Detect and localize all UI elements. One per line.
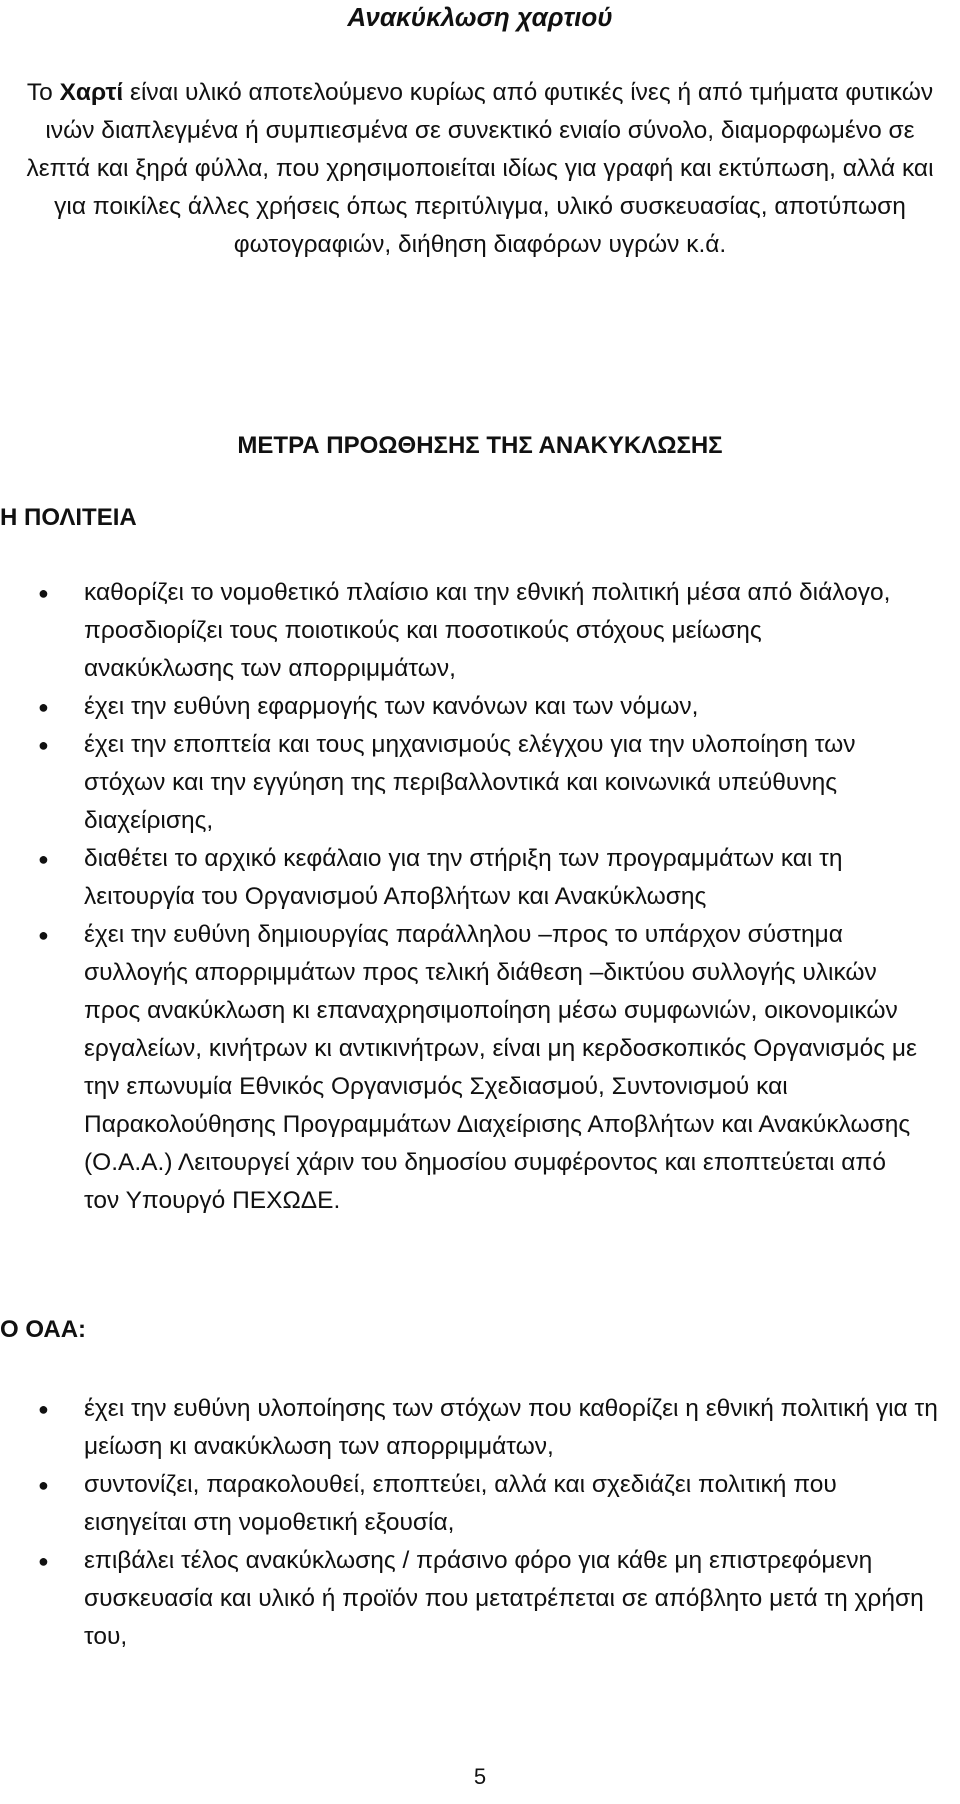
bullet-icon: ● (38, 849, 49, 869)
list-item (38, 1390, 938, 1466)
list-item (38, 1542, 938, 1656)
section-label-politeia: Η ΠΟΛΙΤΕΙΑ (0, 504, 137, 531)
list-item-text: διαθέτει το αρχικό κεφάλαιο για την στήριξη των προγραμμάτων και τη λειτουργία του Οργανισμού Αποβλήτων και Ανακύκλωσης (84, 845, 843, 910)
intro-paragraph (22, 74, 938, 264)
politeia-bullet-list (38, 574, 918, 1220)
bullet-icon: ● (38, 1475, 49, 1495)
document-title: Ανακύκλωση χαρτιού (347, 2, 613, 32)
intro-text: είναι υλικό αποτελούμενο κυρίως από φυτικές ίνες ή από τμήματα φυτικών ινών διαπλεγμένα ή συμπιεσμένα σε συνεκτικό ενιαίο σύνολο, διαμορφωμένο σε λεπτά και ξηρά φύλλα, που χρησιμοποιείται ιδίως για γραφή και εκτύπωση, αλλά και για ποικίλες άλλες χρήσεις όπως περιτύλιγμα, υλικό συσκευασίας, αποτύπωση φωτογραφιών, διήθηση διαφόρων υγρών κ.ά. (26, 79, 934, 258)
list-item (38, 840, 918, 916)
section-label-oaa: Ο ΟΑΑ: (0, 1316, 87, 1343)
list-item-text: έχει την εποπτεία και τους μηχανισμούς ελέγχου για την υλοποίηση των στόχων και την εγγύηση της περιβαλλοντικά και κοινωνικά υπεύθυνης διαχείρισης, (84, 731, 856, 834)
page-number: 5 (473, 1764, 487, 1789)
bullet-icon: ● (38, 697, 49, 717)
list-item (38, 916, 918, 1220)
intro-bold-word: Χαρτί (59, 79, 124, 106)
bullet-icon: ● (38, 925, 49, 945)
list-item (38, 574, 918, 688)
bullet-icon: ● (38, 735, 49, 755)
bullet-icon: ● (38, 1551, 49, 1571)
section-heading: ΜΕΤΡΑ ΠΡΟΩΘΗΣΗΣ ΤΗΣ ΑΝΑΚΥΚΛΩΣΗΣ (237, 432, 723, 459)
list-item (38, 1466, 938, 1542)
list-item-text: συντονίζει, παρακολουθεί, εποπτεύει, αλλά και σχεδιάζει πολιτική που εισηγείται στη νομοθετική εξουσία, (84, 1471, 837, 1536)
list-item (38, 688, 918, 726)
bullet-icon: ● (38, 1399, 49, 1419)
intro-prefix: Το (26, 79, 60, 106)
list-item-text: καθορίζει το νομοθετικό πλαίσιο και την εθνική πολιτική μέσα από διάλογο, προσδιορίζει τους ποιοτικούς και ποσοτικούς στόχους μείωσης ανακύκλωσης των απορριμμάτων, (84, 579, 891, 682)
list-item-text: έχει την ευθύνη εφαρμογής των κανόνων και των νόμων, (84, 693, 699, 720)
list-item-text: έχει την ευθύνη δημιουργίας παράλληλου –προς το υπάρχον σύστημα συλλογής απορριμμάτων προς τελική διάθεση –δικτύου συλλογής υλικών προς ανακύκλωση κι επαναχρησιμοποίηση μέσω συμφωνιών, οικονομικών εργαλείων, κινήτρων κι αντικινήτρων, είναι μη κερδοσκοπικός Οργανισμός με την επωνυμία Εθνικός Οργανισμός Σχεδιασμού, Συντονισμού και Παρακολούθησης Προγραμμάτων Διαχείρισης Αποβλήτων και Ανακύκλωσης (Ο.Α.Α.) Λειτουργεί χάριν του δημοσίου συμφέροντος και εποπτεύεται από τον Υπουργό ΠΕΧΩΔΕ. (84, 921, 917, 1214)
bullet-icon: ● (38, 583, 49, 603)
oaa-bullet-list (38, 1390, 938, 1656)
list-item (38, 726, 918, 840)
list-item-text: επιβάλει τέλος ανακύκλωσης / πράσινο φόρο για κάθε μη επιστρεφόμενη συσκευασία και υλικό ή προϊόν που μετατρέπεται σε απόβλητο μετά τη χρήση του, (84, 1547, 924, 1650)
list-item-text: έχει την ευθύνη υλοποίησης των στόχων που καθορίζει η εθνική πολιτική για τη μείωση κι ανακύκλωση των απορριμμάτων, (84, 1395, 938, 1460)
